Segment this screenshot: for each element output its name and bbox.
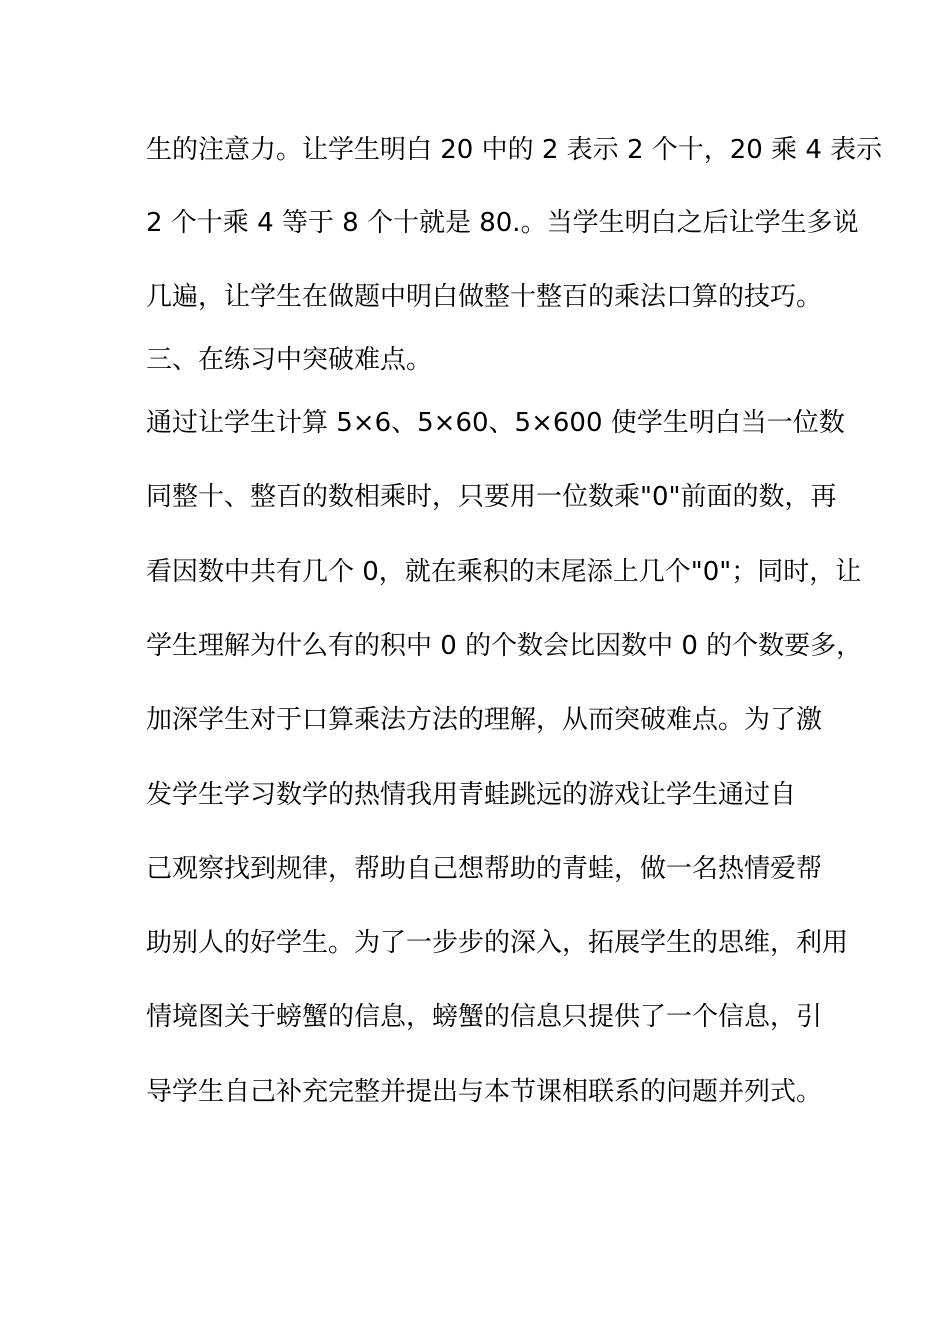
text-line: 2 个十乘 4 等于 8 个十就是 80.。当学生明白之后让学生多说 (146, 208, 859, 238)
text-line: 情境图关于螃蟹的信息，螃蟹的信息只提供了一个信息，引 (146, 1002, 823, 1032)
text-line: 生的注意力。让学生明白 20 中的 2 表示 2 个十，20 乘 4 表示 (146, 135, 883, 165)
text-line: 加深学生对于口算乘法方法的理解，从而突破难点。为了激 (146, 705, 823, 735)
text-line: 导学生自己补充完整并提出与本节课相联系的问题并列式。 (146, 1077, 823, 1107)
text-line: 己观察找到规律，帮助自己想帮助的青蛙，做一名热情爱帮 (146, 854, 823, 884)
text-line: 几遍，让学生在做题中明白做整十整百的乘法口算的技巧。 (146, 282, 823, 312)
text-line: 通过让学生计算 5×6、5×60、5×600 使学生明白当一位数 (146, 408, 845, 438)
text-line: 发学生学习数学的热情我用青蛙跳远的游戏让学生通过自 (146, 780, 797, 810)
text-line: 同整十、整百的数相乘时，只要用一位数乘"0"前面的数，再 (146, 482, 837, 512)
section-heading: 三、在练习中突破难点。 (146, 345, 433, 375)
text-line: 看因数中共有几个 0，就在乘积的末尾添上几个"0"；同时，让 (146, 557, 862, 587)
text-line: 助别人的好学生。为了一步步的深入，拓展学生的思维，利用 (146, 928, 849, 958)
text-line: 学生理解为什么有的积中 0 的个数会比因数中 0 的个数要多， (146, 631, 863, 661)
